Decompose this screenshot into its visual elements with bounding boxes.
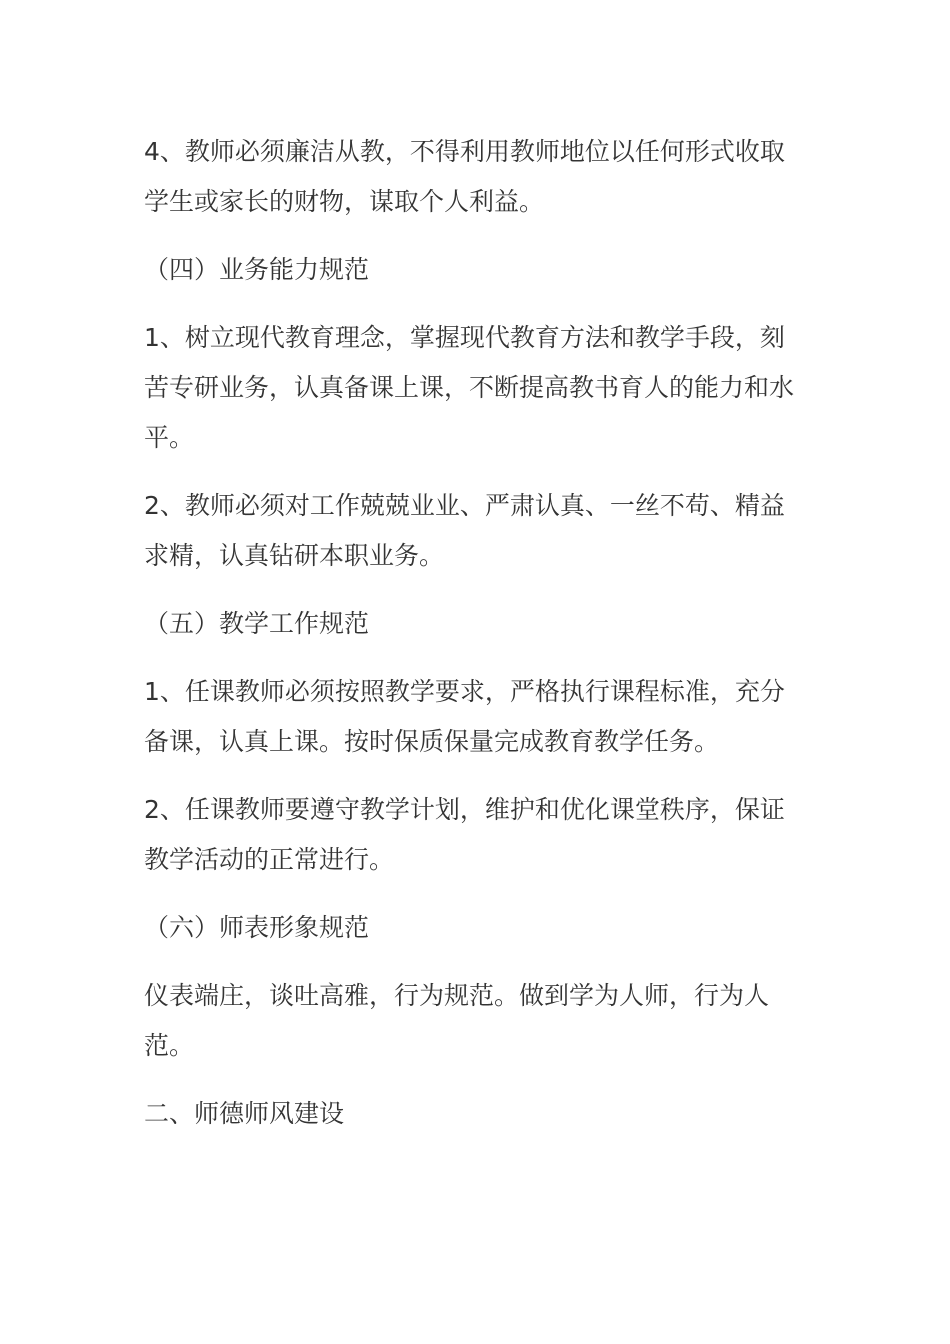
section-heading-professional-competence: （四）业务能力规范 xyxy=(144,255,370,284)
section-heading-teacher-image: （六）师表形象规范 xyxy=(144,913,370,942)
paragraph-competence-rule-2: 2、教师必须对工作兢兢业业、严肃认真、一丝不苟、精益求精，认真钻研本职业务。 xyxy=(144,491,785,570)
section-heading-teaching-work: （五）教学工作规范 xyxy=(144,609,370,638)
paragraph-competence-rule-1: 1、树立现代教育理念，掌握现代教育方法和教学手段，刻苦专研业务，认真备课上课，不断提高教书育人的能力和水平。 xyxy=(144,323,795,452)
paragraph-integrity-rule-4: 4、教师必须廉洁从教，不得利用教师地位以任何形式收取学生或家长的财物，谋取个人利益。 xyxy=(144,137,785,216)
paragraph-teaching-rule-1: 1、任课教师必须按照教学要求，严格执行课程标准，充分备课，认真上课。按时保质保量完成教育教学任务。 xyxy=(144,677,785,756)
document-body xyxy=(144,127,806,1157)
section-heading-ethics-building: 二、师德师风建设 xyxy=(144,1099,345,1128)
paragraph-teaching-rule-2: 2、任课教师要遵守教学计划，维护和优化课堂秩序，保证教学活动的正常进行。 xyxy=(144,795,785,874)
paragraph-teacher-image: 仪表端庄，谈吐高雅，行为规范。做到学为人师，行为人范。 xyxy=(144,981,770,1060)
